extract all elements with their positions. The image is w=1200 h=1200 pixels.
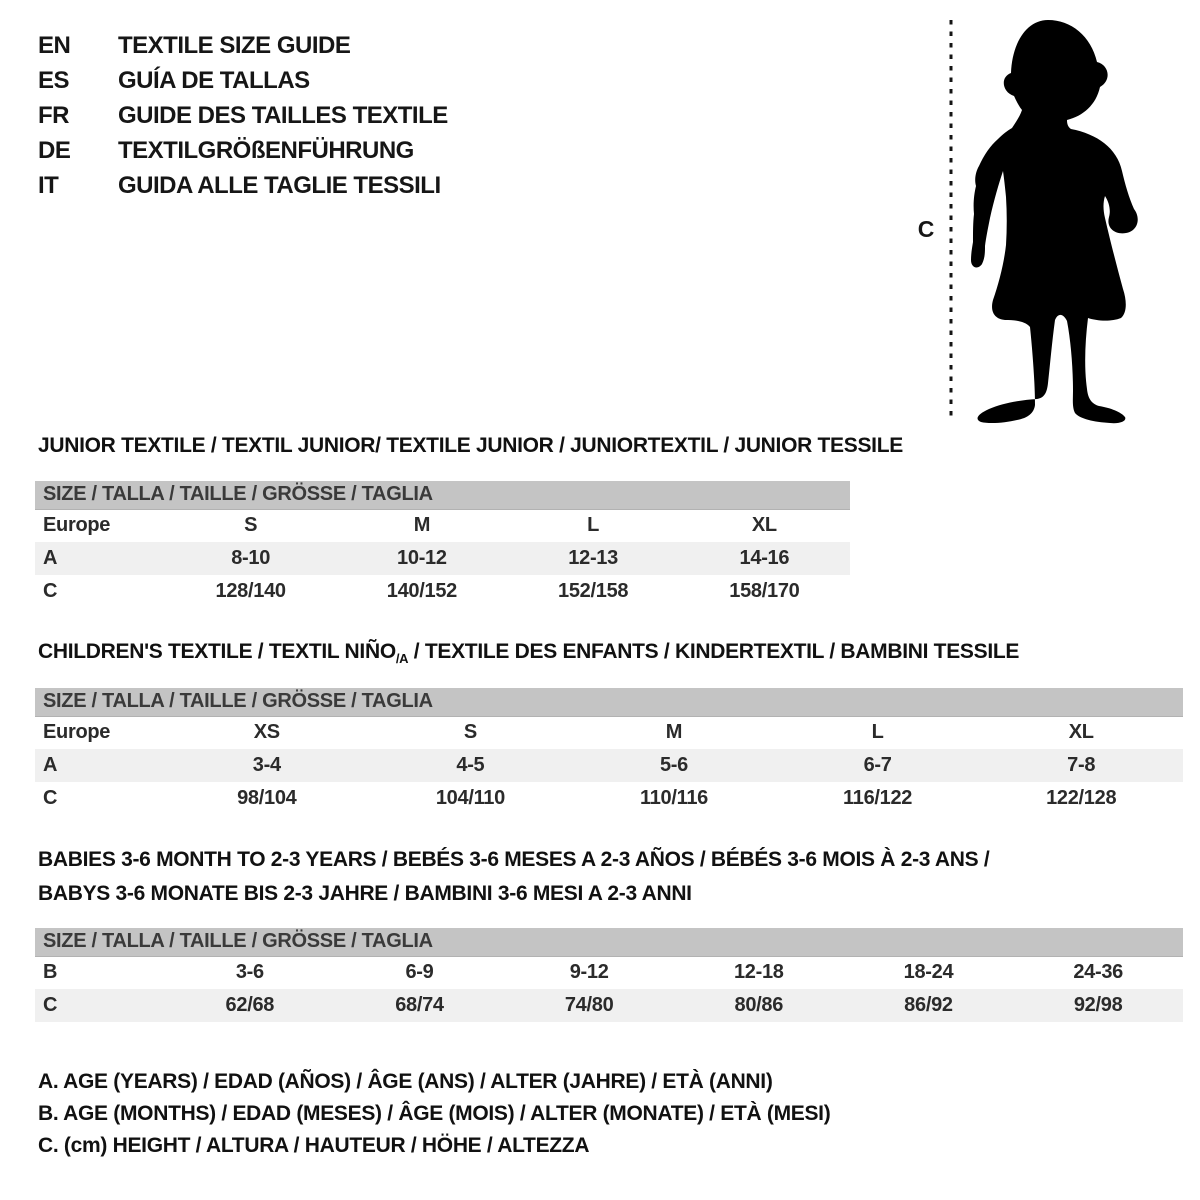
- size-cell: S: [165, 509, 336, 542]
- age-cell: 14-16: [679, 542, 850, 575]
- legend-height-cm: C. (cm) HEIGHT / ALTURA / HAUTEUR / HÖHE / ALTEZZA: [38, 1134, 590, 1157]
- row-label: C: [35, 989, 165, 1022]
- height-cell: 98/104: [165, 782, 369, 815]
- table-row-height: [35, 575, 850, 608]
- table-row-height: [35, 782, 1183, 815]
- language-code: DE: [38, 136, 71, 164]
- table-row-age: [35, 542, 850, 575]
- table-header-row: [35, 928, 1183, 956]
- heading-text: CHILDREN'S TEXTILE / TEXTIL NIÑO: [38, 640, 396, 663]
- language-code: FR: [38, 101, 69, 129]
- age-cell: 6-7: [776, 749, 980, 782]
- age-cell: 8-10: [165, 542, 336, 575]
- legend-age-months: B. AGE (MONTHS) / EDAD (MESES) / ÂGE (MOIS) / ALTER (MONATE) / ETÀ (MESI): [38, 1102, 831, 1125]
- heading-subscript: /A: [395, 651, 409, 667]
- age-cell: 5-6: [572, 749, 776, 782]
- table-row-age: [35, 749, 1183, 782]
- babies-section-heading: [38, 843, 989, 911]
- babies-size-table: [35, 928, 1183, 1022]
- language-label: GUÍA DE TALLAS: [118, 66, 310, 94]
- table-row-europe: [35, 509, 850, 542]
- row-label: Europe: [35, 509, 165, 542]
- row-label: A: [35, 542, 165, 575]
- months-cell: 6-9: [335, 956, 505, 989]
- months-cell: 3-6: [165, 956, 335, 989]
- junior-section-heading: JUNIOR TEXTILE / TEXTIL JUNIOR/ TEXTILE JUNIOR / JUNIORTEXTIL / JUNIOR TESSILE: [38, 434, 903, 457]
- height-cell: 158/170: [679, 575, 850, 608]
- size-cell: L: [776, 716, 980, 749]
- height-cell: 152/158: [508, 575, 679, 608]
- height-cell: 80/86: [674, 989, 844, 1022]
- age-cell: 10-12: [336, 542, 507, 575]
- table-row-height: [35, 989, 1183, 1022]
- row-label: C: [35, 575, 165, 608]
- row-label: Europe: [35, 716, 165, 749]
- children-section-heading: [38, 640, 1019, 666]
- row-label: A: [35, 749, 165, 782]
- language-label: TEXTILGRÖßENFÜHRUNG: [118, 136, 414, 164]
- row-label: C: [35, 782, 165, 815]
- age-cell: 12-13: [508, 542, 679, 575]
- measure-legend: [38, 1066, 830, 1162]
- heading-text: / TEXTILE DES ENFANTS / KINDERTEXTIL / BAMBINI TESSILE: [408, 640, 1020, 663]
- language-row-it: [38, 168, 448, 203]
- language-code: IT: [38, 171, 59, 199]
- height-cell: 104/110: [369, 782, 573, 815]
- size-cell: M: [336, 509, 507, 542]
- months-cell: 24-36: [1013, 956, 1183, 989]
- table-row-months: [35, 956, 1183, 989]
- language-label: GUIDE DES TAILLES TEXTILE: [118, 101, 448, 129]
- height-cell: 92/98: [1013, 989, 1183, 1022]
- table-header-label: SIZE / TALLA / TAILLE / GRÖSSE / TAGLIA: [35, 928, 1183, 956]
- age-cell: 7-8: [979, 749, 1183, 782]
- months-cell: 9-12: [504, 956, 674, 989]
- age-cell: 4-5: [369, 749, 573, 782]
- table-row-europe: [35, 716, 1183, 749]
- heading-line-1: BABIES 3-6 MONTH TO 2-3 YEARS / BEBÉS 3-6 MESES A 2-3 AÑOS / BÉBÉS 3-6 MOIS À 2-3 ANS /: [38, 848, 990, 871]
- size-cell: M: [572, 716, 776, 749]
- language-row-en: [38, 28, 448, 63]
- height-cell: 110/116: [572, 782, 776, 815]
- language-row-fr: [38, 98, 448, 133]
- size-cell: L: [508, 509, 679, 542]
- language-label: GUIDA ALLE TAGLIE TESSILI: [118, 171, 441, 199]
- height-cell: 68/74: [335, 989, 505, 1022]
- language-code: ES: [38, 66, 70, 94]
- months-cell: 18-24: [844, 956, 1014, 989]
- age-cell: 3-4: [165, 749, 369, 782]
- size-cell: XS: [165, 716, 369, 749]
- size-cell: S: [369, 716, 573, 749]
- measure-label-c: C: [917, 216, 935, 242]
- table-header-row: [35, 481, 850, 509]
- table-header-label: SIZE / TALLA / TAILLE / GRÖSSE / TAGLIA: [35, 688, 1183, 716]
- size-cell: XL: [679, 509, 850, 542]
- language-list: [38, 28, 448, 203]
- height-cell: 122/128: [979, 782, 1183, 815]
- row-label: B: [35, 956, 165, 989]
- height-cell: 128/140: [165, 575, 336, 608]
- language-row-es: [38, 63, 448, 98]
- height-cell: 140/152: [336, 575, 507, 608]
- height-cell: 116/122: [776, 782, 980, 815]
- children-size-table: [35, 688, 1183, 815]
- heading-line-2: BABYS 3-6 MONATE BIS 2-3 JAHRE / BAMBINI 3-6 MESI A 2-3 ANNI: [38, 882, 692, 905]
- language-label: TEXTILE SIZE GUIDE: [118, 31, 351, 59]
- size-cell: XL: [979, 716, 1183, 749]
- language-row-de: [38, 133, 448, 168]
- height-cell: 62/68: [165, 989, 335, 1022]
- height-cell: 86/92: [844, 989, 1014, 1022]
- months-cell: 12-18: [674, 956, 844, 989]
- table-header-label: SIZE / TALLA / TAILLE / GRÖSSE / TAGLIA: [35, 481, 850, 509]
- table-header-row: [35, 688, 1183, 716]
- height-cell: 74/80: [504, 989, 674, 1022]
- junior-size-table: [35, 481, 850, 608]
- legend-age-years: A. AGE (YEARS) / EDAD (AÑOS) / ÂGE (ANS) / ALTER (JAHRE) / ETÀ (ANNI): [38, 1070, 773, 1093]
- language-code: EN: [38, 31, 71, 59]
